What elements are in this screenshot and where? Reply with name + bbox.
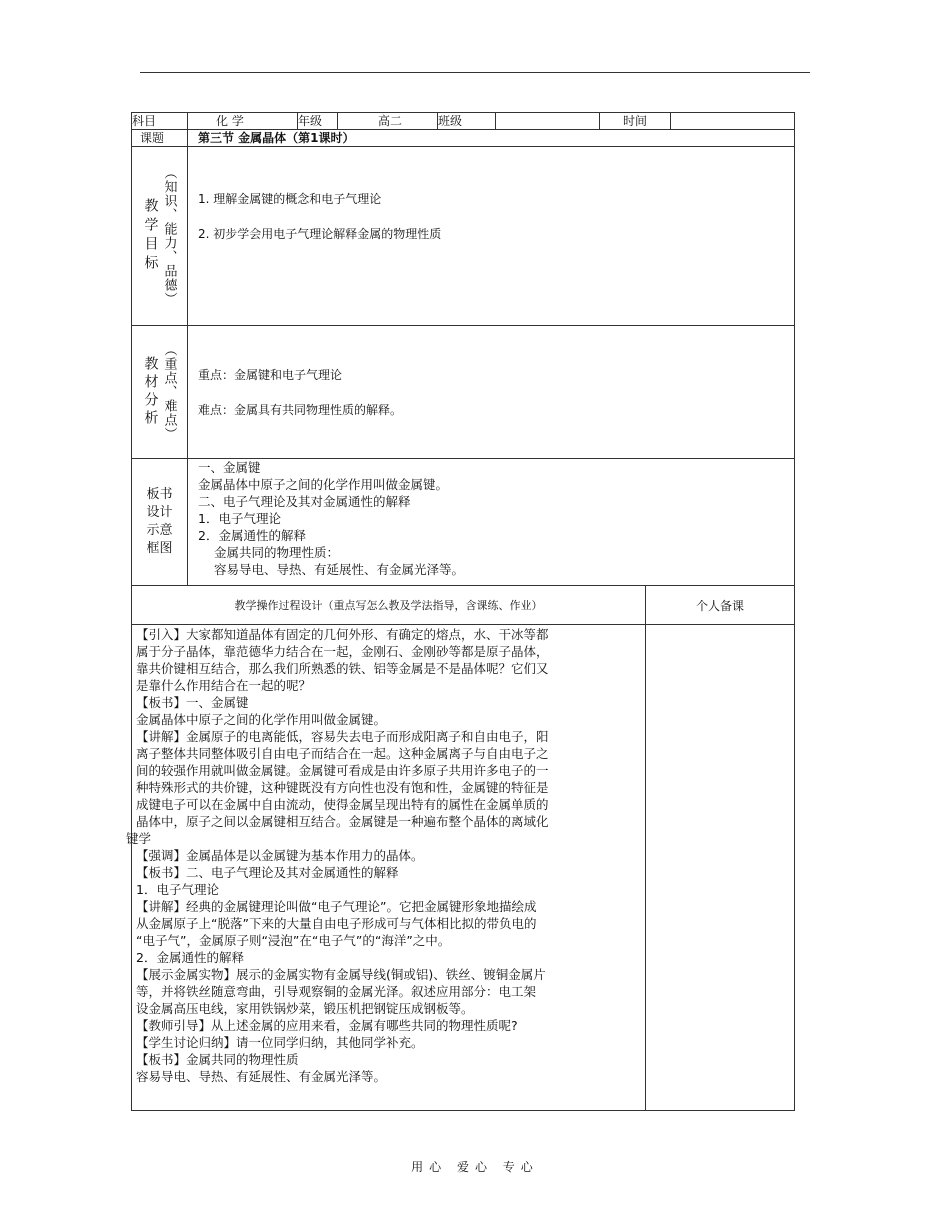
board-label-cell (132, 459, 188, 586)
operation-header: 教学操作过程设计（重点写怎么教及学法指导，含课练、作业） (132, 586, 646, 625)
board-label-line: 板书 (146, 487, 173, 502)
process-line: 【展示金属实物】展示的金属实物有金属导线(铜或铝)、铁丝、镀铜金属片 (136, 967, 546, 982)
subject-label: 科目 (132, 113, 188, 130)
process-line: 【讲解】金属原子的电离能低，容易失去电子而形成阳离子和自由电子，阳 (136, 729, 549, 744)
process-line: 金属晶体中原子之间的化学作用叫做金属键。 (136, 712, 387, 727)
process-line: 间的较强作用就叫做金属键。金属键可看成是由许多原子共用许多电子的一 (136, 763, 549, 778)
process-line: 键学 (126, 831, 152, 846)
header-rule (140, 72, 810, 73)
page-footer: 用心 爱心 专心 (411, 1160, 539, 1174)
board-line: 金属共同的物理性质： (214, 545, 340, 560)
process-line: 从金属原子上“脱落”下来的大量自由电子形成可与气体相比拟的带负电的 (136, 916, 537, 931)
analysis-content (188, 326, 795, 459)
process-line: 设金属高压电线，家用铁锅炒菜，锻压机把钢锭压成钢板等。 (136, 1001, 474, 1016)
board-line: 金属晶体中原子之间的化学作用叫做金属键。 (198, 477, 449, 492)
process-line: 【强调】金属晶体是以金属键为基本作用力的晶体。 (136, 848, 424, 863)
process-line: “电子气”，金属原子则“浸泡”在“电子气”的“海洋”之中。 (136, 933, 451, 948)
topic-row (132, 130, 795, 147)
process-line: 成键电子可以在金属中自由流动，使得金属呈现出特有的属性在金属单质的 (136, 797, 549, 812)
process-line: 1．电子气理论 (136, 882, 219, 897)
board-label-line: 设计 (146, 505, 173, 520)
notes-header: 个人备课 (646, 586, 795, 625)
grade-label: 年级 (298, 113, 338, 130)
process-line: 【讲解】经典的金属键理论叫做“电子气理论”。它把金属键形象地描绘成 (136, 899, 537, 914)
board-line: 1．电子气理论 (198, 511, 281, 526)
process-line: 【板书】二、电子气理论及其对金属通性的解释 (136, 865, 399, 880)
goals-label-sub: （知识、能力、品德） (161, 166, 177, 306)
process-line: 属于分子晶体，靠范德华力结合在一起，金刚石、金刚砂等都是原子晶体， (136, 644, 549, 659)
goal-item-1: 1. 理解金属键的概念和电子气理论 (198, 192, 382, 206)
analysis-difficulty: 难点：金属具有共同物理性质的解释。 (198, 403, 403, 417)
process-line: 【学生讨论归纳】请一位同学归纳，其他同学补充。 (136, 1035, 424, 1050)
process-line: 晶体中，原子之间以金属键相互结合。金属键是一种遍布整个晶体的离域化 (136, 814, 549, 829)
process-line: 【板书】金属共同的物理性质 (136, 1052, 299, 1067)
board-line: 一、金属键 (198, 460, 261, 475)
goal-item-2: 2. 初步学会用电子气理论解释金属的物理性质 (198, 227, 442, 241)
grade-value: 高二 (338, 113, 438, 130)
process-line: 等，并将铁丝随意弯曲，引导观察铜的金属光泽。叙述应用部分：电工架 (136, 984, 537, 999)
topic-label: 课题 (132, 130, 188, 147)
process-line: 【教师引导】从上述金属的应用来看，金属有哪些共同的物理性质呢? (136, 1018, 518, 1033)
topic-value: 第三节 金属晶体（第1课时） (188, 130, 795, 147)
goals-content (188, 147, 795, 326)
analysis-label-sub: （重点、难点） (161, 343, 177, 441)
process-line: 离子整体共同整体吸引自由电子而结合在一起。这种金属离子与自由电子之 (136, 746, 549, 761)
operation-row (132, 625, 795, 1111)
header-row (132, 113, 795, 130)
subject-value: 化 学 (188, 113, 298, 130)
class-value (496, 113, 600, 130)
time-value (671, 113, 795, 130)
board-content (188, 459, 795, 586)
goals-row (132, 147, 795, 326)
board-line: 2．金属通性的解释 (198, 528, 306, 543)
analysis-label-main: 教材分析 (142, 356, 159, 428)
lesson-plan-table (126, 112, 795, 1111)
board-label-line: 示意 (146, 523, 173, 538)
analysis-label-cell (132, 326, 188, 459)
personal-notes-cell[interactable] (646, 625, 795, 1111)
board-row (132, 459, 795, 586)
class-label: 班级 (438, 113, 496, 130)
operation-header-row (132, 586, 795, 625)
analysis-key-point: 重点：金属键和电子气理论 (198, 368, 343, 382)
goals-label-cell (132, 147, 188, 326)
goals-label-main: 教学目标 (142, 198, 159, 274)
process-line: 种特殊形式的共价键，这种键既没有方向性也没有饱和性，金属键的特征是 (136, 780, 549, 795)
process-line: 靠共价键相互结合，那么我们所熟悉的铁、铝等金属是不是晶体呢？它们又 (136, 661, 549, 676)
process-line: 【板书】一、金属键 (136, 695, 249, 710)
board-label-line: 框图 (146, 541, 173, 556)
process-line: 2．金属通性的解释 (136, 950, 244, 965)
process-line: 【引入】大家都知道晶体有固定的几何外形、有确定的熔点，水、干冰等都 (136, 627, 549, 642)
time-label: 时间 (600, 113, 671, 130)
board-line: 二、电子气理论及其对金属通性的解释 (198, 494, 411, 509)
analysis-row (132, 326, 795, 459)
board-line: 容易导电、导热、有延展性、有金属光泽等。 (214, 562, 465, 577)
operation-content (126, 625, 646, 1111)
process-line: 容易导电、导热、有延展性、有金属光泽等。 (136, 1069, 387, 1084)
process-line: 是靠什么作用结合在一起的呢？ (136, 678, 312, 693)
